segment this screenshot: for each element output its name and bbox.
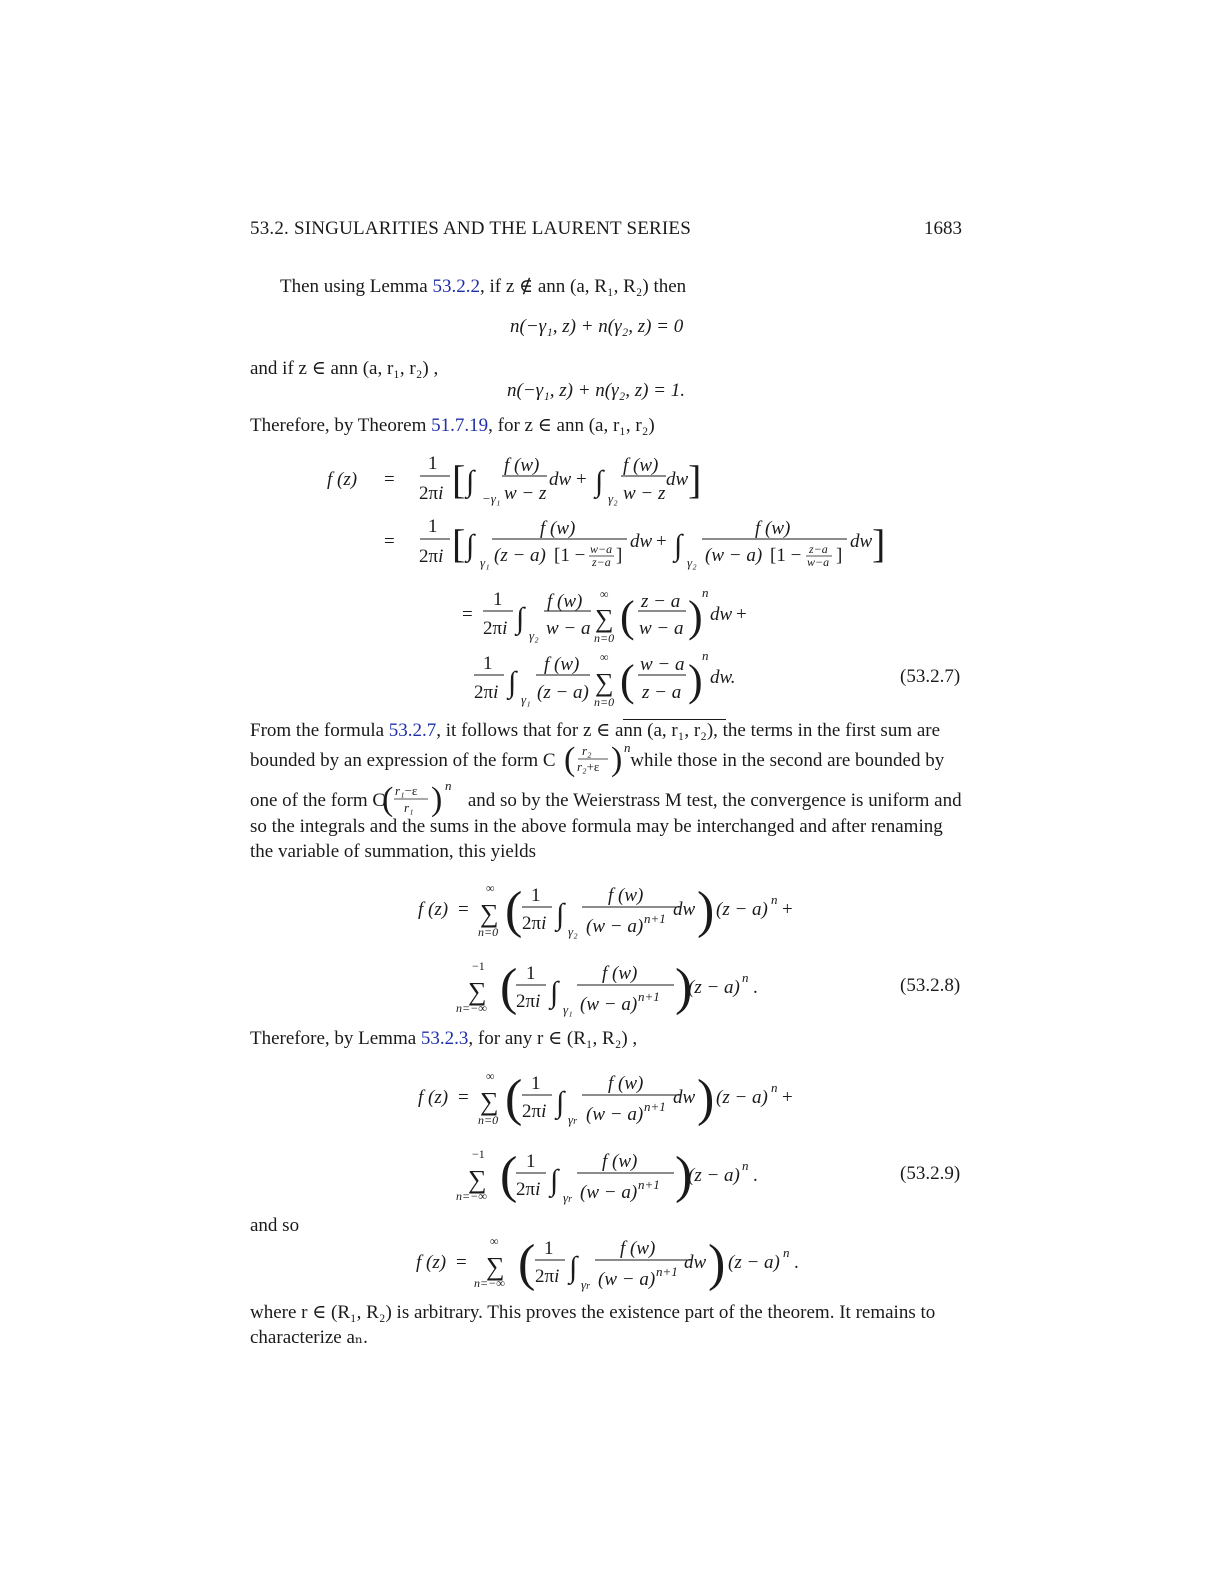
svg-text:[: [: [452, 457, 466, 502]
svg-text:(: (: [500, 1147, 518, 1204]
svg-text:∑: ∑: [468, 977, 487, 1006]
section-title: 53.2. SINGULARITIES AND THE LAURENT SERIES: [250, 218, 692, 239]
svg-text:∑: ∑: [595, 668, 614, 697]
svg-text:dw: dw: [673, 1087, 696, 1108]
svg-text:γ₁: γ₁: [521, 692, 531, 707]
svg-text:f (w): f (w): [608, 1073, 644, 1094]
closure-overline: [623, 719, 726, 720]
equation-53-2-8: [410, 872, 830, 1022]
svg-text:n=0: n=0: [478, 925, 499, 939]
svg-text:∫: ∫: [556, 898, 565, 931]
svg-text:=: =: [384, 469, 395, 490]
svg-text:2πi: 2πi: [483, 618, 508, 639]
svg-text:1: 1: [544, 1238, 554, 1259]
svg-text:n=−∞: n=−∞: [456, 1189, 487, 1203]
svg-text:): ): [688, 656, 703, 705]
svg-text:(z − a): (z − a): [688, 977, 740, 998]
svg-text:∫: ∫: [569, 1251, 578, 1284]
svg-text:2πi: 2πi: [516, 1179, 541, 1200]
fraction-r1-minus-eps-over-r1: [382, 776, 462, 822]
text-span: , for z ∈ ann (a, r₁, r₂): [488, 415, 655, 436]
svg-text:γ₂: γ₂: [608, 491, 618, 506]
svg-text:n: n: [702, 585, 709, 600]
svg-text:w − z: w − z: [504, 483, 547, 504]
svg-text:f (w): f (w): [620, 1238, 656, 1259]
svg-text:2πi: 2πi: [522, 913, 547, 934]
svg-text:(w − a): (w − a): [705, 545, 763, 566]
svg-text:): ): [611, 741, 623, 778]
svg-text:f (w): f (w): [544, 654, 580, 675]
svg-text:w − z: w − z: [623, 483, 666, 504]
svg-text:f (w): f (w): [755, 518, 791, 539]
svg-text:]: ]: [616, 545, 623, 566]
text-span: and so by the Weierstrass M test, the convergence is uniform and: [463, 790, 962, 811]
svg-text:n: n: [771, 892, 778, 907]
svg-text:n=0: n=0: [594, 631, 615, 645]
svg-text:dw: dw: [549, 469, 572, 490]
svg-text:∑: ∑: [486, 1252, 505, 1281]
svg-text:): ): [697, 1070, 715, 1127]
svg-text:z − a: z − a: [641, 591, 681, 612]
svg-text:∞: ∞: [600, 650, 609, 664]
svg-text:]: ]: [688, 457, 702, 502]
svg-text:f (z): f (z): [418, 899, 449, 920]
fraction-r2-over-r2-plus-eps: [564, 738, 639, 782]
svg-text:∫: ∫: [516, 602, 525, 635]
equation-number-53-2-8: (53.2.8): [900, 975, 961, 996]
svg-text:f (w): f (w): [602, 1151, 638, 1172]
running-header: [250, 218, 962, 244]
svg-text:w − a: w − a: [546, 618, 591, 639]
svg-text:dw: dw: [684, 1252, 707, 1273]
svg-text:∞: ∞: [490, 1234, 499, 1248]
svg-text:[1 −: [1 −: [554, 545, 586, 566]
svg-text:2πi: 2πi: [522, 1101, 547, 1122]
svg-text:γr: γr: [581, 1277, 591, 1292]
svg-text:dw: dw: [710, 604, 733, 625]
svg-text:n: n: [445, 778, 452, 793]
svg-text:1: 1: [526, 963, 536, 984]
svg-text:): ): [431, 781, 443, 818]
svg-text:−1: −1: [472, 959, 485, 973]
equation-53-2-9: [410, 1060, 830, 1210]
svg-text:): ): [688, 592, 703, 641]
svg-text:1: 1: [483, 653, 493, 674]
svg-text:γ₁: γ₁: [563, 1002, 573, 1017]
text-line: characterize aₙ.: [250, 1327, 368, 1348]
text-span: , it follows that for z ∈ ann (a, r₁, r₂), the terms in the first sum are: [436, 720, 941, 741]
svg-text:dw: dw: [673, 899, 696, 920]
svg-text:n+1: n+1: [638, 1177, 660, 1192]
svg-text:n+1: n+1: [656, 1264, 678, 1279]
text-span: Therefore, by Theorem: [250, 415, 432, 436]
svg-text:γr: γr: [568, 1112, 578, 1127]
text-line: the variable of summation, this yields: [250, 841, 537, 862]
svg-text:f (z): f (z): [416, 1252, 447, 1273]
svg-text:(z − a): (z − a): [716, 1087, 768, 1108]
svg-text:dw: dw: [850, 531, 873, 552]
svg-text:w − a: w − a: [639, 618, 684, 639]
formula-link-53-2-7[interactable]: 53.2.7: [388, 720, 437, 741]
svg-text:f (w): f (w): [602, 963, 638, 984]
svg-text:[: [: [452, 521, 466, 566]
svg-text:n=0: n=0: [594, 695, 615, 709]
svg-text:γ₂: γ₂: [687, 555, 697, 570]
svg-text:w − a: w − a: [640, 654, 685, 675]
svg-text:z−a: z−a: [592, 555, 611, 569]
svg-text:−γ₁: −γ₁: [482, 491, 501, 506]
svg-text:+: +: [736, 604, 747, 625]
page-number: 1683: [924, 218, 962, 239]
svg-text:1: 1: [428, 453, 438, 474]
lemma-link-53-2-2[interactable]: 53.2.2: [432, 276, 480, 297]
paragraph-lemma-intro: [250, 274, 962, 299]
svg-text:∫: ∫: [674, 529, 683, 562]
svg-text:∑: ∑: [480, 899, 499, 928]
svg-text:f (z): f (z): [418, 1087, 449, 1108]
equation-53-2-7: [300, 445, 960, 710]
svg-text:w−a: w−a: [807, 555, 830, 569]
svg-text:): ): [675, 959, 693, 1016]
svg-text:(z − a): (z − a): [716, 899, 768, 920]
svg-text:(: (: [382, 781, 394, 818]
text-span: Then using Lemma: [280, 276, 433, 297]
paragraph-weierstrass: [250, 718, 962, 864]
svg-text:1: 1: [428, 516, 438, 537]
svg-text:2πi: 2πi: [474, 682, 499, 703]
svg-text:(: (: [505, 882, 523, 939]
svg-text:r₂: r₂: [582, 743, 592, 758]
svg-text:1: 1: [531, 1073, 541, 1094]
svg-text:γ₁: γ₁: [480, 555, 490, 570]
svg-text:(z − a): (z − a): [728, 1252, 780, 1273]
text-span: one of the form C: [250, 790, 386, 811]
svg-text:n+1: n+1: [638, 989, 660, 1004]
svg-text:1: 1: [526, 1151, 536, 1172]
svg-text:∞: ∞: [486, 1069, 495, 1083]
svg-text:(w − a): (w − a): [586, 1104, 644, 1125]
svg-text:(z − a): (z − a): [688, 1165, 740, 1186]
svg-text:γr: γr: [563, 1190, 573, 1205]
svg-text:(z − a): (z − a): [494, 545, 546, 566]
svg-text:n: n: [742, 1158, 749, 1173]
equation-winding-one: n(−γ₁, z) + n(γ₂, z) = 1.: [507, 380, 685, 401]
svg-text:∑: ∑: [595, 604, 614, 633]
svg-text:r₂+ε: r₂+ε: [577, 759, 600, 774]
svg-text:∫: ∫: [556, 1086, 565, 1119]
svg-text:∑: ∑: [468, 1165, 487, 1194]
svg-text:(w − a): (w − a): [586, 916, 644, 937]
svg-text:f (w): f (w): [608, 885, 644, 906]
svg-text:−1: −1: [472, 1147, 485, 1161]
svg-text:[1 −: [1 −: [770, 545, 802, 566]
svg-text:r₁−ε: r₁−ε: [395, 783, 418, 798]
svg-text:=: =: [462, 604, 473, 625]
paragraph-conclusion: [250, 1300, 962, 1350]
text-line: so the integrals and the sums in the above formula may be interchanged and after renaming: [250, 816, 943, 837]
svg-text:=: =: [458, 899, 469, 920]
svg-text:∑: ∑: [480, 1087, 499, 1116]
svg-text:f (w): f (w): [547, 591, 583, 612]
equation-number-53-2-9: (53.2.9): [900, 1163, 961, 1184]
paragraph-and-if: and if z ∈ ann (a, r₁, r₂) ,: [250, 358, 439, 379]
text-span: bounded by an expression of the form C: [250, 750, 556, 771]
theorem-link-51-7-19[interactable]: 51.7.19: [431, 415, 489, 436]
svg-text:2πi: 2πi: [419, 483, 444, 504]
svg-text:f (z): f (z): [327, 469, 358, 490]
svg-text:=: =: [456, 1252, 467, 1273]
svg-text:∫: ∫: [550, 1164, 559, 1197]
svg-text:n+1: n+1: [644, 911, 666, 926]
svg-text:2πi: 2πi: [535, 1266, 560, 1287]
svg-text:]: ]: [836, 545, 843, 566]
svg-text:w−a: w−a: [590, 542, 613, 556]
lemma-link-53-2-3[interactable]: 53.2.3: [420, 1028, 469, 1049]
svg-text:dw: dw: [630, 531, 653, 552]
equation-number-53-2-7: (53.2.7): [900, 666, 961, 687]
equation-winding-zero: n(−γ₁, z) + n(γ₂, z) = 0: [510, 316, 684, 337]
svg-text:(w − a): (w − a): [580, 994, 638, 1015]
svg-text:∫: ∫: [508, 666, 517, 699]
svg-text:): ): [697, 882, 715, 939]
svg-text:=: =: [384, 531, 395, 552]
svg-text:+: +: [782, 1087, 793, 1108]
svg-text:=: =: [458, 1087, 469, 1108]
paragraph-and-so: and so: [250, 1215, 300, 1236]
svg-text:∫: ∫: [550, 976, 559, 1009]
svg-text:.: .: [794, 1252, 799, 1273]
svg-text:n+1: n+1: [644, 1099, 666, 1114]
svg-text:): ): [675, 1147, 693, 1204]
svg-text:n=0: n=0: [478, 1113, 499, 1127]
svg-text:+: +: [656, 531, 667, 552]
svg-text:(: (: [620, 592, 635, 641]
svg-text:]: ]: [872, 521, 886, 566]
svg-text:γ₂: γ₂: [529, 628, 539, 643]
svg-text:.: .: [753, 1165, 758, 1186]
svg-text:f (w): f (w): [504, 455, 540, 476]
svg-text:.: .: [753, 977, 758, 998]
svg-text:n: n: [742, 970, 749, 985]
text-span: while those in the second are bounded by: [625, 750, 945, 771]
svg-text:∫: ∫: [595, 465, 604, 498]
svg-text:n=−∞: n=−∞: [456, 1001, 487, 1015]
svg-text:(: (: [518, 1235, 536, 1292]
svg-text:2πi: 2πi: [419, 546, 444, 567]
text-span: From the formula: [250, 720, 389, 741]
text-span: , for any r ∈ (R₁, R₂) ,: [468, 1028, 638, 1049]
svg-text:(: (: [500, 959, 518, 1016]
svg-text:r₁: r₁: [404, 800, 414, 815]
svg-text:(z − a): (z − a): [537, 682, 589, 703]
equation-laurent-final: [408, 1228, 828, 1298]
svg-text:dw.: dw.: [710, 667, 736, 688]
svg-text:n: n: [771, 1080, 778, 1095]
svg-text:1: 1: [493, 589, 503, 610]
svg-text:dw: dw: [666, 469, 689, 490]
text-span: , if z ∉ ann (a, R₁, R₂) then: [480, 276, 687, 297]
svg-text:2πi: 2πi: [516, 991, 541, 1012]
svg-text:(: (: [620, 656, 635, 705]
svg-text:f (w): f (w): [623, 455, 659, 476]
svg-text:(w − a): (w − a): [580, 1182, 638, 1203]
paragraph-theorem: [250, 413, 962, 438]
svg-text:∞: ∞: [600, 587, 609, 601]
svg-text:): ): [708, 1235, 726, 1292]
svg-text:γ₂: γ₂: [568, 924, 578, 939]
svg-text:+: +: [782, 899, 793, 920]
svg-text:z − a: z − a: [642, 682, 682, 703]
svg-text:f (w): f (w): [540, 518, 576, 539]
svg-text:∫: ∫: [466, 465, 475, 498]
svg-text:1: 1: [531, 885, 541, 906]
svg-text:∞: ∞: [486, 881, 495, 895]
svg-text:n: n: [702, 648, 709, 663]
text-line: where r ∈ (R₁, R₂) is arbitrary. This proves the existence part of the theorem. It remains to: [250, 1302, 936, 1323]
svg-text:(w − a): (w − a): [598, 1269, 656, 1290]
text-span: Therefore, by Lemma: [250, 1028, 421, 1049]
svg-text:n: n: [624, 740, 631, 755]
svg-text:(: (: [564, 741, 576, 778]
svg-text:z−a: z−a: [809, 542, 828, 556]
svg-text:n=−∞: n=−∞: [474, 1276, 505, 1290]
svg-text:n: n: [783, 1245, 790, 1260]
paragraph-lemma-53-2-3: [250, 1026, 962, 1051]
svg-text:∫: ∫: [466, 529, 475, 562]
svg-text:+: +: [576, 469, 587, 490]
svg-text:(: (: [505, 1070, 523, 1127]
